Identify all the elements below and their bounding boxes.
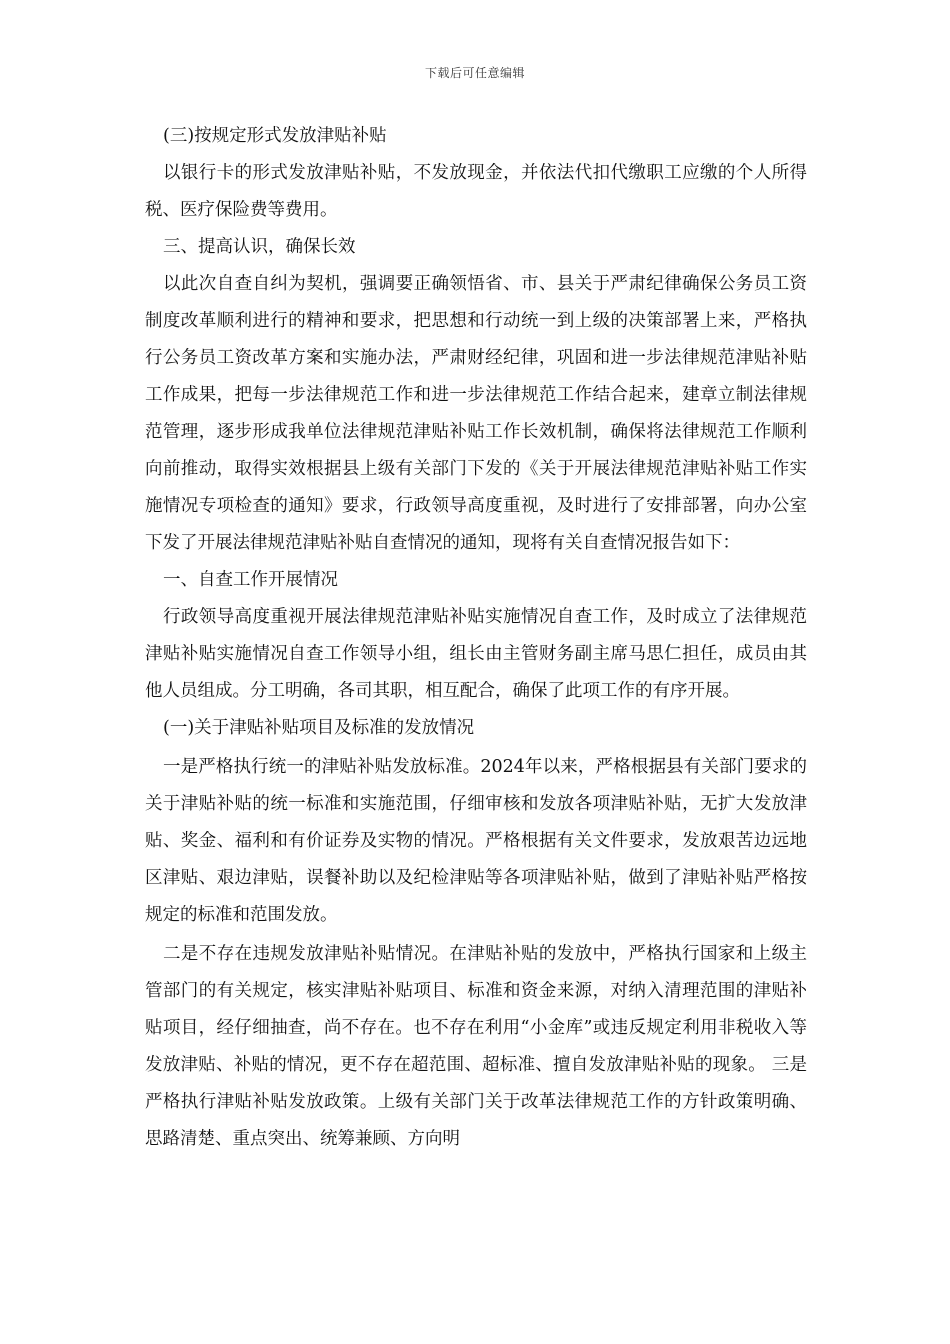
heading-section-one: 一、自查工作开展情况 bbox=[163, 570, 338, 590]
heading-subsection-one: (一)关于津贴补贴项目及标准的发放情况 bbox=[163, 718, 475, 738]
page-header-note: 下载后可任意编辑 bbox=[424, 66, 525, 80]
paragraph-self-inspection-opportunity: 以此次自查自纠为契机，强调要正确领悟省、市、县关于严肃纪律确保公务员工资制度改革顺利进行的精神和要求，把思想和行动统一到上级的决策部署上来，严格执行公务员工资改革方案和实施办法，严肃财经纪律，巩固和进一步法律规范津贴补贴工作成果，把每一步法律规范工作和进一步法律规范工作结合起来，建章立制法律规范管理，逐步形成我单位法律规范津贴补贴工作长效机制，确保将法律规范工作顺利向前推动，取得实效根据县上级有关部门下发的《关于开展法律规范津贴补贴工作实施情况专项检查的通知》要求，行政领导高度重视，及时进行了安排部署，向办公室下发了开展法律规范津贴补贴自查情况的通知，现将有关自查情况报告如下： bbox=[145, 274, 807, 553]
document-body bbox=[145, 118, 807, 1158]
paragraph-bank-card-payment: 以银行卡的形式发放津贴补贴，不发放现金，并依法代扣代缴职工应缴的个人所得税、医疗保险费等费用。 bbox=[145, 163, 807, 220]
paragraph-leadership-attention: 行政领导高度重视开展法律规范津贴补贴实施情况自查工作，及时成立了法律规范津贴补贴实施情况自查工作领导小组，组长由主管财务副主席马思仁担任，成员由其他人员组成。分工明确，各司其职，相互配合，确保了此项工作的有序开展。 bbox=[145, 607, 807, 701]
heading-section-3-subitem: (三)按规定形式发放津贴补贴 bbox=[163, 126, 387, 146]
paragraph-unified-standard: 一是严格执行统一的津贴补贴发放标准。2024年以来，严格根据县有关部门要求的关于津贴补贴的统一标准和实施范围，仔细审核和发放各项津贴补贴，无扩大发放津贴、奖金、福利和有价证券及实物的情况。严格根据有关文件要求，发放艰苦边远地区津贴、艰边津贴，误餐补助以及纪检津贴等各项津贴补贴，做到了津贴补贴严格按规定的标准和范围发放。 bbox=[145, 757, 807, 925]
heading-section-three: 三、提高认识，确保长效 bbox=[163, 237, 356, 257]
paragraph-no-violation: 二是不存在违规发放津贴补贴情况。在津贴补贴的发放中，严格执行国家和上级主管部门的有关规定，核实津贴补贴项目、标准和资金来源，对纳入清理范围的津贴补贴项目，经仔细抽查，尚不存在。也不存在利用“小金库”或违反规定利用非税收入等发放津贴、补贴的情况，更不存在超范围、超标准、擅自发放津贴补贴的现象。 三是严格执行津贴补贴发放政策。上级有关部门关于改革法律规范工作的方针政策明确、思路清楚、重点突出、统筹兼顾、方向明 bbox=[145, 944, 807, 1149]
